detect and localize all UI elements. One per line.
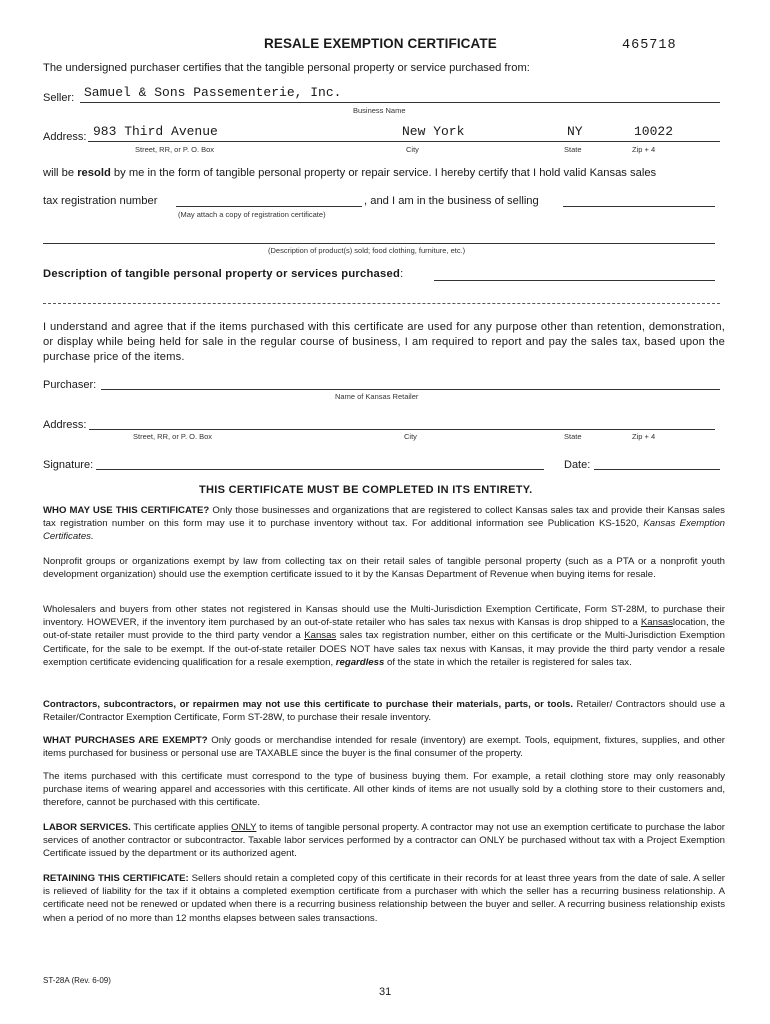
page-number: 31 — [379, 986, 392, 998]
tax-registration-field[interactable] — [176, 206, 362, 207]
seller-label: Seller: — [43, 92, 75, 104]
tax-registration-label: tax registration number — [43, 195, 158, 207]
seller-line — [80, 102, 720, 103]
registration-caption: (May attach a copy of registration certificate) — [178, 210, 326, 219]
signature-label: Signature: — [43, 459, 94, 471]
complete-notice: THIS CERTIFICATE MUST BE COMPLETED IN ITS ENTIRETY. — [199, 484, 533, 496]
labor-services-paragraph: LABOR SERVICES. This certificate applies ONLY to items of tangible personal property. A contractor may not use an exemption certificate to purchase the labor services of another contractor or subcontractor. Taxable labor services performed by a contractor can ONLY be purchased without tax with a Project Exemption Certificate issued by the department or its authorized agent. — [43, 822, 725, 860]
description-purchased-field[interactable] — [434, 280, 715, 281]
business-selling-label: , and I am in the business of selling — [364, 195, 539, 207]
street-caption: Street, RR, or P. O. Box — [135, 145, 215, 154]
intro-text: The undersigned purchaser certifies that the tangible personal property or service purchased from: — [43, 62, 530, 74]
business-selling-field[interactable] — [563, 206, 715, 207]
products-sold-field[interactable] — [43, 243, 715, 244]
description-purchased-label: Description of tangible personal property or services purchased: — [43, 268, 404, 280]
seller-street-field[interactable]: 983 Third Avenue — [93, 124, 218, 139]
products-sold-caption: (Description of product(s) sold; food clothing, furniture, etc.) — [268, 246, 466, 255]
date-field[interactable] — [594, 469, 720, 470]
purchaser-street-caption: Street, RR, or P. O. Box — [133, 432, 213, 441]
who-may-use-paragraph: WHO MAY USE THIS CERTIFICATE? Only those businesses and organizations that are registered to collect Kansas sales tax and provide their Kansas sales tax registration number on this form may use it to purchase inventory without tax. For additional information see Publication KS-1520, Kansas Exemption Certificates. — [43, 505, 725, 543]
retaining-paragraph: RETAINING THIS CERTIFICATE: Sellers should retain a completed copy of this certificate in their records for at least three years from the date of sale. A seller is relieved of liability for the tax if it obtains a completed exemption certificate from a purchaser with which the seller has a recurring business relationship. A certificate need not be renewed or updated when there is a recurring business relationship between the buyer and seller. A recurring business relationship exists when a period of no more than 12 months elapses between sales transactions. — [43, 873, 725, 924]
date-label: Date: — [564, 459, 591, 471]
purchaser-address-field[interactable] — [89, 429, 715, 430]
seller-zip-field[interactable]: 10022 — [634, 124, 674, 139]
purchaser-state-caption: State — [564, 432, 582, 441]
exempt-purchases-paragraph: WHAT PURCHASES ARE EXEMPT? Only goods or merchandise intended for resale (inventory) are exempt. Tools, equipment, fixtures, supplies, and other items purchased for business or personal use are TAXABLE since the buyer is the final consumer of the property. — [43, 735, 725, 760]
wholesalers-paragraph: Wholesalers and buyers from other states not registered in Kansas should use the Multi-Jurisdiction Exemption Certificate, Form ST-28M, to purchase their inventory. HOWEVER, if the inventory item purchased by an out-of-state retailer who has sales tax nexus with Kansas is drop shipped to a Kansaslocation, the out-of-state retailer must provide to the third party vendor a Kansas sales tax registration number, either on this certificate or the Multi-Jurisdiction Exemption Certificate, for the sale to be exempt. If the out-of-state retailer DOES NOT have sales tax nexus with Kansas, it may provide the third party vendor a resale exemption certificate evidencing qualification for a resale exemption, regardless of the state in which the retailer is registered for sales tax. — [43, 604, 725, 668]
zip-caption: Zip + 4 — [632, 145, 656, 154]
seller-city-field[interactable]: New York — [402, 124, 465, 139]
form-id: ST-28A (Rev. 6-09) — [43, 976, 111, 985]
seller-address-line — [88, 141, 720, 142]
certificate-title: RESALE EXEMPTION CERTIFICATE — [264, 36, 497, 51]
purchaser-city-caption: City — [404, 432, 417, 441]
seller-field[interactable]: Samuel & Sons Passementerie, Inc. — [84, 85, 342, 100]
resold-statement: will be resold by me in the form of tangible personal property or repair service. I hereby certify that I hold valid Kansas sales — [43, 167, 657, 179]
purchaser-label: Purchaser: — [43, 379, 97, 391]
nonprofit-paragraph: Nonprofit groups or organizations exempt by law from collecting tax on their retail sales of tangible personal property (such as a PTA or a nonprofit youth development organization) should use the exemption certificate issued to it by the Kansas Department of Revenue when buying items for resale. — [43, 556, 725, 581]
city-caption: City — [406, 145, 419, 154]
purchaser-address-label: Address: — [43, 419, 87, 431]
items-correspond-paragraph: The items purchased with this certificate must correspond to the type of business buying them. For example, a retail clothing store may only reasonably purchase items of wearing apparel and accessories with this certificate. All other kinds of items are not usually sold by a clothing store to their customers and, therefore, cannot be purchased with this certificate. — [43, 771, 725, 809]
purchaser-field[interactable] — [101, 389, 720, 390]
business-name-caption: Business Name — [353, 106, 406, 115]
signature-field[interactable] — [96, 469, 544, 470]
purchaser-zip-caption: Zip + 4 — [632, 432, 656, 441]
understand-paragraph: I understand and agree that if the items purchased with this certificate are used for any purpose other than retention, demonstration, or display while being held for sale in the regular course of business, I am required to report and pay the sales tax, based upon the purchase price of the items. — [43, 321, 725, 363]
description-purchased-line-2[interactable] — [43, 303, 720, 304]
contractors-paragraph: Contractors, subcontractors, or repairmen may not use this certificate to purchase their materials, parts, or tools. Retailer/ Contractors should use a Retailer/Contractor Exemption Certificate, Form ST-28W, to purchase their resale inventory. — [43, 699, 725, 724]
state-caption: State — [564, 145, 582, 154]
certificate-number: 465718 — [622, 38, 677, 53]
kansas-retailer-caption: Name of Kansas Retailer — [335, 392, 419, 401]
seller-address-label: Address: — [43, 131, 87, 143]
seller-state-field[interactable]: NY — [567, 124, 583, 139]
